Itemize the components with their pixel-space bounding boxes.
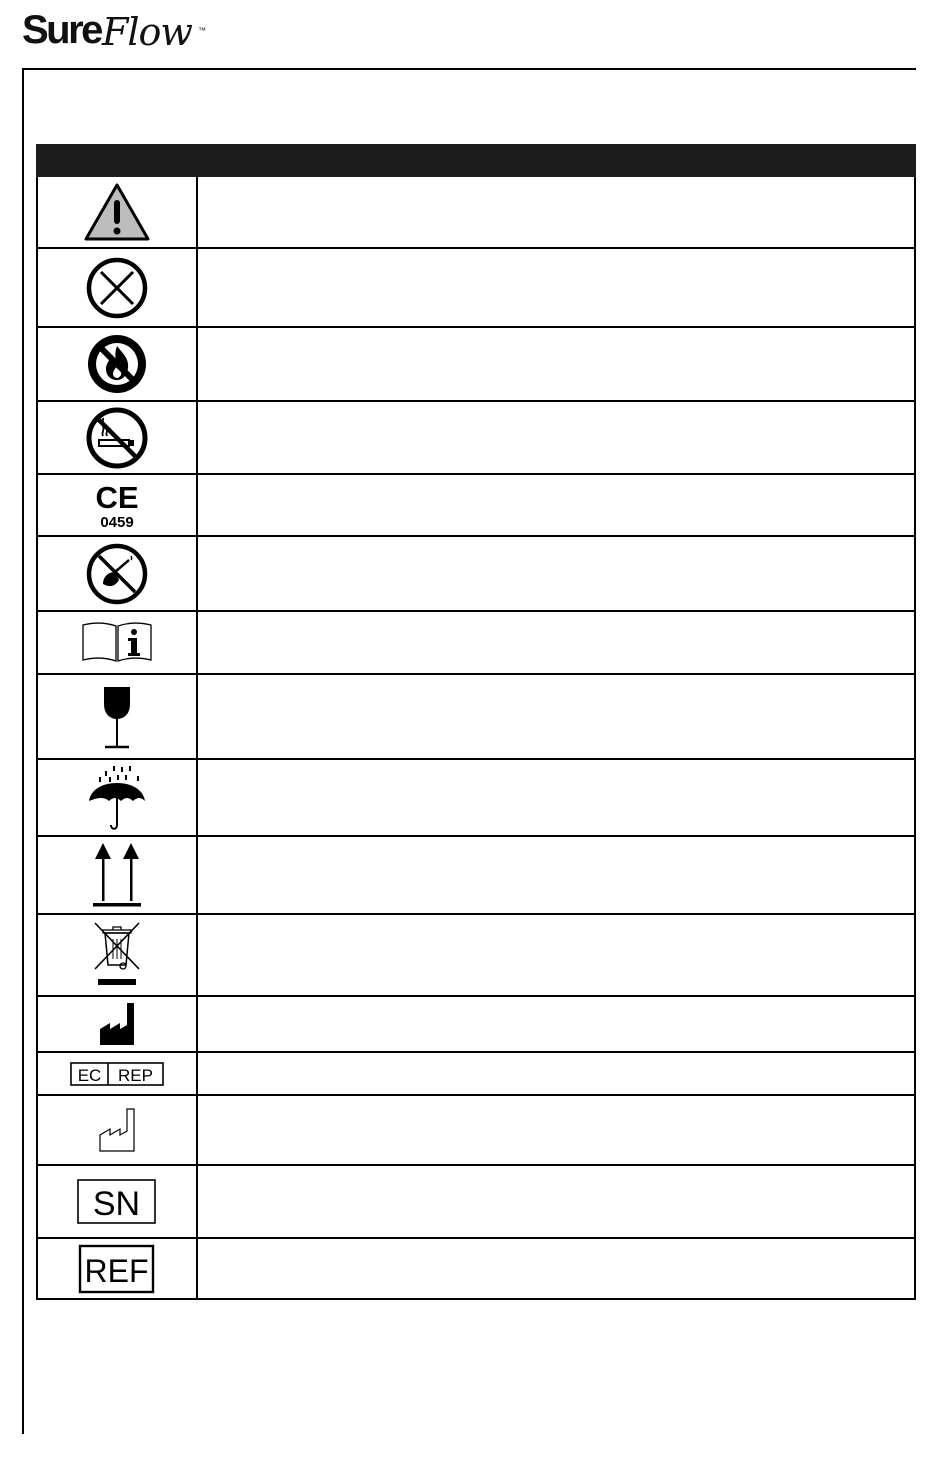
this-way-up-icon (91, 841, 143, 909)
weee-disposal-icon (91, 919, 143, 991)
description-cell (198, 837, 914, 913)
description-cell (198, 1096, 914, 1164)
table-row (36, 760, 916, 837)
sureflow-logo (22, 6, 222, 62)
description-cell (198, 760, 914, 835)
ec-label: EC (77, 1065, 102, 1085)
ref-label: REF (84, 1252, 149, 1289)
symbol-cell (38, 997, 198, 1051)
table-row (36, 328, 916, 402)
frame-left-rule (22, 68, 24, 1434)
no-smoking-icon (85, 406, 149, 470)
symbol-cell (38, 675, 198, 758)
description-cell (198, 177, 914, 247)
description-cell (198, 675, 914, 758)
symbol-cell (38, 177, 198, 247)
table-row (36, 249, 916, 328)
symbol-cell (38, 249, 198, 326)
description-cell (198, 997, 914, 1051)
symbol-cell (38, 402, 198, 473)
description-cell (198, 328, 914, 400)
description-cell (198, 249, 914, 326)
description-cell (198, 1239, 914, 1298)
table-row (36, 915, 916, 997)
symbol-cell (38, 760, 198, 835)
symbols-table (36, 177, 916, 1300)
frame-top-rule (22, 68, 916, 70)
symbol-cell (38, 328, 198, 400)
description-cell (198, 915, 914, 995)
table-row (36, 402, 916, 475)
description-cell (198, 475, 914, 535)
symbol-cell (38, 537, 198, 610)
date-of-manufacture-icon (97, 1107, 137, 1153)
table-row (36, 475, 916, 537)
table-row (36, 997, 916, 1053)
symbol-cell (38, 1166, 198, 1237)
table-row (36, 612, 916, 675)
symbol-cell (38, 612, 198, 673)
description-cell (198, 1053, 914, 1094)
table-header-bar (36, 144, 916, 177)
no-open-flame-icon (85, 332, 149, 396)
manufacturer-icon (97, 1001, 137, 1047)
keep-dry-icon (85, 763, 149, 833)
description-cell (198, 1166, 914, 1237)
warning-triangle-icon (83, 182, 151, 242)
sn-label: SN (92, 1184, 141, 1223)
description-cell (198, 612, 914, 673)
symbol-cell (38, 1096, 198, 1164)
ce-text: CE (95, 480, 139, 515)
table-row (36, 537, 916, 612)
logo-flow-text: Flow (102, 10, 192, 54)
logo-sure-text: Sure (22, 8, 101, 52)
symbol-cell (38, 915, 198, 995)
table-row (36, 1053, 916, 1096)
fragile-icon (97, 684, 137, 750)
logo-trademark: ™ (198, 26, 206, 35)
consult-instructions-icon (81, 621, 153, 665)
table-row (36, 1096, 916, 1166)
notified-body-number: 0459 (100, 514, 134, 531)
description-cell (198, 537, 914, 610)
table-row (36, 1239, 916, 1300)
rep-label: REP (118, 1065, 153, 1085)
table-row (36, 837, 916, 915)
catalog-number-icon (78, 1244, 156, 1294)
no-oil-icon (85, 542, 149, 606)
symbol-cell (38, 1053, 198, 1094)
do-not-reuse-icon (85, 256, 149, 320)
description-cell (198, 402, 914, 473)
ec-rep-icon (70, 1061, 164, 1087)
ce-mark-icon (87, 479, 147, 531)
table-row (36, 177, 916, 249)
symbol-cell (38, 837, 198, 913)
table-row (36, 675, 916, 760)
symbol-cell (38, 1239, 198, 1298)
serial-number-icon (77, 1178, 157, 1226)
table-row (36, 1166, 916, 1239)
symbol-cell (38, 475, 198, 535)
